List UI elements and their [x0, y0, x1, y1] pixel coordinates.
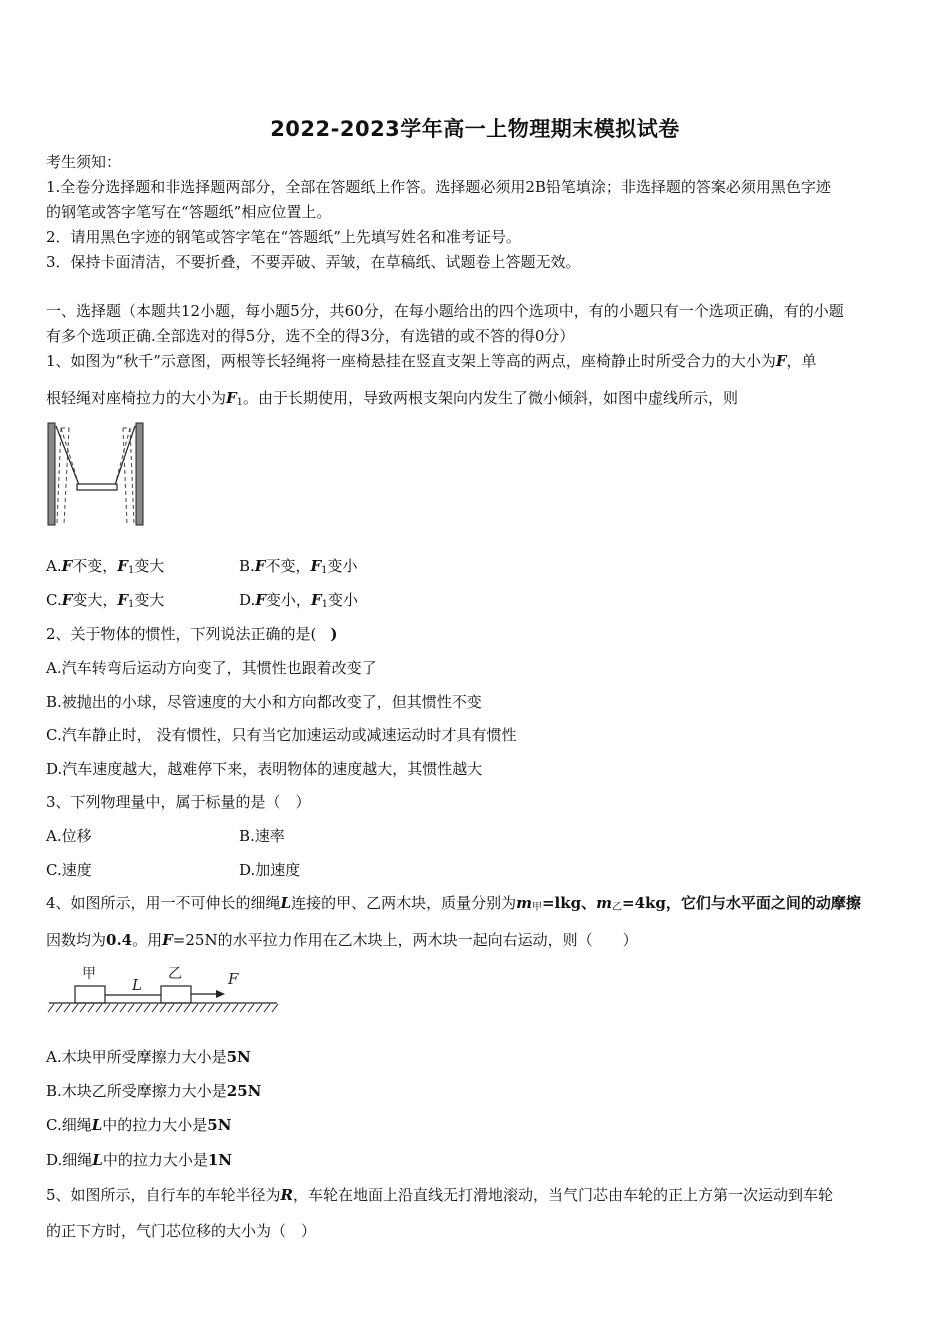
q3-option-b: B.速率 — [239, 827, 285, 845]
label-jia: 甲 — [82, 966, 96, 982]
var-m: m — [516, 894, 532, 912]
q2-stem — [46, 624, 338, 644]
var-F1: F — [310, 591, 322, 609]
var-F: F — [61, 591, 73, 609]
q4-text: 因数均为 — [46, 931, 107, 949]
option-text: C.细绳 — [46, 1116, 92, 1134]
option-value: 1N — [207, 1151, 232, 1169]
var-F1: F — [310, 557, 322, 575]
q4-option-d — [46, 1150, 232, 1170]
q4-option-a — [46, 1047, 251, 1067]
var-F: F — [61, 557, 73, 575]
q1-option-a — [46, 556, 164, 581]
q3-option-c: C.速度 — [46, 861, 92, 879]
swing-diagram — [44, 418, 150, 528]
q5-text: ，车轮在地面上沿直线无打滑地滚动，当气门芯由车轮的正上方第一次运动到车轮 — [293, 1186, 834, 1204]
option-text: 中的拉力大小是 — [102, 1116, 208, 1134]
q3-stem: 3、下列物理量中，属于标量的是（ ） — [46, 793, 311, 811]
option-value: 5N — [207, 1116, 232, 1134]
q4-value: =4kg，它们与水平面之间的动摩擦 — [622, 894, 861, 912]
option-text: 变大 — [134, 557, 165, 575]
option-value: 25N — [226, 1082, 262, 1100]
section-instructions-2: 有多个选项正确.全部选对的得5分，选不全的得3分，有选错的或不答的得0分） — [46, 327, 575, 345]
label-yi: 乙 — [168, 966, 182, 982]
option-value: 5N — [226, 1048, 251, 1066]
section-instructions-1: 一、选择题（本题共12小题，每小题5分，共60分，在每小题给出的四个选项中，有的小题只有一个选项正确，有的小题 — [46, 302, 844, 320]
subscript: 1 — [321, 565, 328, 576]
notice-item-1a: 1.全卷分选择题和非选择题两部分，全部在答题纸上作答。选择题必须用2B铅笔填涂；非选择题的答案必须用黑色字迹 — [46, 178, 831, 196]
var-F1: F — [117, 591, 129, 609]
q2-option-a: A.汽车转弯后运动方向变了，其惯性也跟着改变了 — [46, 659, 377, 677]
option-letter: A. — [46, 557, 62, 575]
var-F: F — [162, 931, 173, 949]
q1-text: 。由于长期使用，导致两根支架向内发生了微小倾斜，如图中虚线所示，则 — [243, 389, 739, 407]
subscript: 1 — [127, 565, 135, 576]
label-L: L — [132, 976, 142, 994]
notice-item-3: 3．保持卡面清洁，不要折叠，不要弄破、弄皱，在草稿纸、试题卷上答题无效。 — [46, 253, 581, 271]
q1-option-b — [239, 556, 358, 581]
var-F1: F — [117, 557, 128, 575]
subscript: 甲 — [531, 902, 542, 913]
q1-stem-line1 — [46, 351, 817, 371]
option-text: 变小 — [327, 591, 358, 609]
q4-text: 。用 — [132, 931, 163, 949]
q5-text: 5、如图所示，自行车的车轮半径为 — [46, 1186, 281, 1204]
option-letter: C. — [46, 591, 62, 609]
subscript: 1 — [128, 599, 135, 610]
q2-option-b: B.被抛出的小球，尽管速度的大小和方向都改变了，但其惯性不变 — [46, 693, 482, 711]
q2-option-d: D.汽车速度越大，越难停下来，表明物体的速度越大，其惯性越大 — [46, 760, 483, 778]
option-text: 变大， — [72, 591, 118, 609]
q4-stem-line2 — [46, 930, 638, 950]
var-R: R — [280, 1186, 294, 1204]
label-F: F — [228, 970, 239, 988]
subscript: 1 — [321, 599, 328, 610]
q5-stem-line1 — [46, 1185, 833, 1205]
q2-stem-end: ) — [330, 625, 338, 643]
option-text: 变大 — [134, 591, 165, 609]
option-text: A.木块甲所受摩擦力大小是 — [46, 1048, 227, 1066]
option-letter: D. — [239, 591, 256, 609]
q1-subscript: 1 — [236, 397, 244, 408]
q4-text: 连接的甲、乙两木块，质量分别为 — [291, 894, 517, 912]
q1-option-c — [46, 590, 164, 615]
notice-item-2: 2．请用黑色字迹的钢笔或答字笔在“答题纸”上先填写姓名和准考证号。 — [46, 228, 521, 246]
q2-option-c: C.汽车静止时， 没有惯性，只有当它加速运动或减速运动时才具有惯性 — [46, 726, 517, 744]
q4-value: =lkg、 — [541, 894, 597, 912]
q4-value: 0.4 — [106, 931, 133, 949]
q1-var-F1: F — [226, 389, 237, 407]
var-F: F — [255, 591, 266, 609]
blocks-diagram — [44, 960, 284, 1018]
q2-stem-text: 2、关于物体的惯性，下列说法正确的是( — [46, 625, 317, 643]
q4-text: 4、如图所示，用一不可伸长的细绳 — [46, 894, 281, 912]
q1-text: ，单 — [786, 352, 817, 370]
var-m: m — [596, 894, 613, 912]
option-text: D.细绳 — [46, 1151, 93, 1169]
q1-text: 1、如图为“秋千”示意图，两根等长轻绳将一座椅悬挂在竖直支架上等高的两点，座椅静止时所受合力的大小为 — [46, 352, 776, 370]
q4-text: =25N的水平拉力作用在乙木块上，两木块一起向右运动，则（ ） — [172, 931, 638, 949]
option-text: B.木块乙所受摩擦力大小是 — [46, 1082, 227, 1100]
q4-stem-line1 — [46, 893, 861, 918]
q3-option-d: D.加速度 — [239, 861, 301, 879]
subscript: 乙 — [612, 902, 623, 913]
q1-text: 根轻绳对座椅拉力的大小为 — [46, 389, 227, 407]
var-L: L — [92, 1151, 103, 1169]
page-title: 2022-2023学年高一上物理期末模拟试卷 — [270, 117, 680, 141]
var-L: L — [280, 894, 292, 912]
notice-heading: 考生须知： — [46, 153, 122, 171]
q1-option-d — [239, 590, 358, 615]
var-F: F — [254, 557, 266, 575]
option-text: 不变， — [265, 557, 311, 575]
option-text: 变小 — [327, 557, 358, 575]
option-text: 中的拉力大小是 — [102, 1151, 208, 1169]
q3-option-a: A.位移 — [46, 827, 92, 845]
option-letter: B. — [239, 557, 255, 575]
notice-item-1b: 的钢笔或答字笔写在“答题纸”相应位置上。 — [46, 203, 332, 221]
q5-stem-line2: 的正下方时，气门芯位移的大小为（ ） — [46, 1222, 317, 1240]
option-text: 不变， — [72, 557, 118, 575]
q1-var-F: F — [775, 352, 787, 370]
q4-option-b — [46, 1081, 261, 1101]
var-L: L — [91, 1116, 103, 1134]
option-text: 变小， — [265, 591, 311, 609]
q1-stem-line2 — [46, 388, 738, 413]
q4-option-c — [46, 1115, 231, 1135]
